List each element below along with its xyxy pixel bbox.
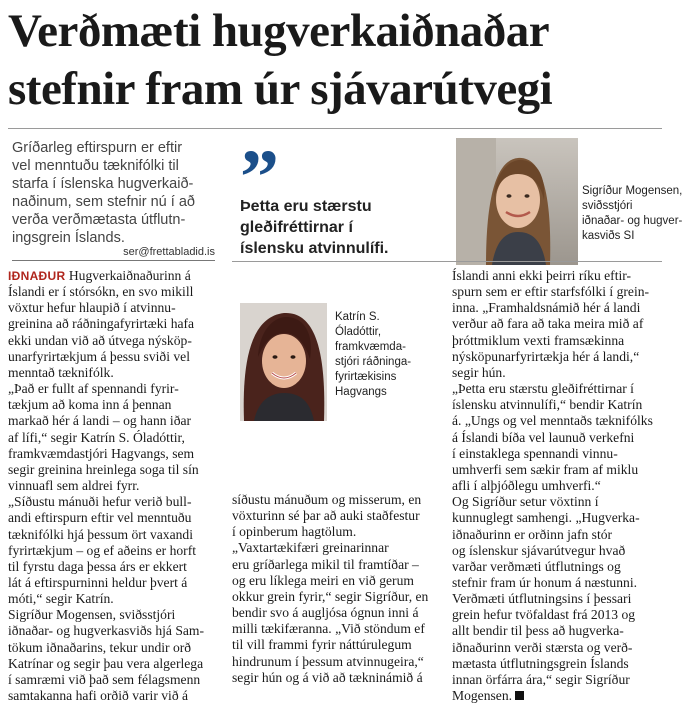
- body-line: iðnaðurinn verði stærsta og verð-: [452, 639, 633, 655]
- body-line: vöxtur hefur hlaupið í atvinnu-: [8, 300, 176, 316]
- body-line: tökum iðnaðarins, tekur undir orð: [8, 639, 192, 655]
- body-line: og eru líklega meiri en við gerum: [232, 572, 414, 588]
- body-line: menntað tæknifólk.: [8, 364, 114, 380]
- body-line: tækjum að koma inn á þennan: [8, 397, 172, 413]
- body-line: hindrunum í þessum atvinnugeira,“: [232, 653, 424, 669]
- body-line: umhverfi sem sækir fram af miklu: [452, 461, 639, 477]
- lead-line: ingsgrein Íslands.: [12, 230, 125, 246]
- column-3: [452, 268, 664, 704]
- pull-quote-line: Þetta eru stærstu: [240, 198, 372, 215]
- column-2: [232, 492, 442, 686]
- caption-line: Sigríður Mogensen,: [582, 185, 682, 197]
- lead-line: starfa í íslenska hugverkaið-: [12, 176, 194, 192]
- body-line: tæknifólki hjá þessum ört vaxandi: [8, 526, 194, 542]
- body-line: „Það er fullt af spennandi fyrir-: [8, 381, 179, 397]
- email-divider: [12, 260, 215, 261]
- body-line: framkvæmdastjóri Hagvangs, sem: [8, 445, 195, 461]
- pull-quote: [240, 196, 440, 259]
- body-line: „Þetta eru stærstu gleðifréttirnar í: [452, 381, 634, 397]
- body-line: okkur grein fyrir,“ segir Sigríður, en: [232, 588, 429, 604]
- caption-line: Óladóttir,: [335, 326, 382, 338]
- column-1: [8, 268, 220, 704]
- body-line: í samræmi við það sem félagsmenn: [8, 671, 201, 687]
- body-line: móti,“ segir Katrín.: [8, 591, 114, 607]
- body-line: „Síðustu mánuði hefur verið bull-: [8, 494, 192, 510]
- body-line: unarfyrirtækjum á þessu sviði vel: [8, 348, 190, 364]
- body-line: íslensku atvinnulífi,“ bendir Katrín: [452, 397, 643, 413]
- body-line: spurn sem er eftir starfsfólki í grein-: [452, 284, 650, 300]
- caption-line: stjóri ráðninga-: [335, 356, 412, 368]
- body-line: greinina að ráðningafyrirtæki hafa: [8, 316, 195, 332]
- body-line: segir hún og á við að tækninámið á: [232, 669, 423, 685]
- sigridur-portrait-icon: [456, 138, 578, 265]
- body-line: Sigríður Mogensen, sviðsstjóri: [8, 607, 176, 623]
- body-line: eru gríðarlega mikil til framtíðar –: [232, 556, 419, 572]
- body-line: verður að fara að taka meira mið af: [452, 316, 644, 332]
- caption-line: Katrín S.: [335, 311, 380, 323]
- pull-quote-line: íslensku atvinnulífi.: [240, 240, 389, 257]
- pull-quote-line: gleðifréttirnar í: [240, 219, 353, 236]
- headline-divider: [8, 128, 662, 129]
- body-line: kunnuglegt samhengi. „Hugverka-: [452, 510, 640, 526]
- section-divider: [232, 261, 662, 262]
- quote-mark-icon: ”: [240, 133, 279, 220]
- body-line: inna. „Framhaldsnámið hér á landi: [452, 300, 641, 316]
- body-line: vinnuafl sem aldrei fyrr.: [8, 478, 140, 494]
- body-line: Verðmæti útflutningsins í þessari: [452, 591, 632, 607]
- body-line: á. „Ungs og vel menntaðs tæknifólks: [452, 413, 653, 429]
- body-line: markað hér á landi – og hann iðar: [8, 413, 192, 429]
- body-line: afli í alþjóðlegu umhverfi.“: [452, 478, 601, 494]
- body-line: mætasta útflutningsgrein Íslands: [452, 655, 629, 671]
- body-line: Íslandi er í stórsókn, en svo mikill: [8, 284, 194, 300]
- lead-paragraph: [12, 139, 222, 247]
- katrin-photo: [240, 303, 327, 421]
- body-line: þróttmiklum vexti framsækinna: [452, 332, 625, 348]
- body-line: fyrirtækjum – og ef aðeins er horft: [8, 542, 196, 558]
- lead-line: verða verðmætasta útflutn-: [12, 212, 186, 228]
- body-line: varðar verðmæti útflutnings og: [452, 558, 621, 574]
- body-line: allt bendir til þess að hugverka-: [452, 623, 624, 639]
- headline: [8, 2, 666, 118]
- lead-line: naðinum, sem stefnir nú í að: [12, 194, 195, 210]
- section-kicker: IÐNAÐUR: [8, 269, 66, 283]
- body-line: samtakanna hafi orðið varir við á: [8, 688, 189, 704]
- body-line: Mogensen.: [452, 688, 664, 704]
- headline-line-1: Verðmæti hugverkaiðnaðar: [8, 5, 550, 57]
- sigridur-photo: [456, 138, 578, 265]
- caption-line: Hagvangs: [335, 386, 387, 398]
- lead-line: vel menntuðu tæknifólki til: [12, 158, 179, 174]
- body-line: milli tækifæranna. „Við stöndum ef: [232, 621, 425, 637]
- body-line: af lífi,“ segir Katrín S. Óladóttir,: [8, 429, 185, 445]
- body-line: andi eftirspurn eftir vel menntuðu: [8, 510, 192, 526]
- caption-line: fyrirtækisins: [335, 371, 397, 383]
- body-line: nýsköpunarfyrirtækja hér á landi,“: [452, 348, 640, 364]
- caption-line: kasviðs SI: [582, 230, 635, 242]
- body-line: bendir svo á augljósa ógnun inni á: [232, 605, 419, 621]
- headline-line-2: stefnir fram úr sjávarútvegi: [8, 63, 553, 115]
- katrin-portrait-icon: [240, 303, 327, 421]
- body-line: segir hún.: [452, 364, 506, 380]
- body-line: IÐNAÐUR Hugverkaiðnaðurinn á: [8, 268, 191, 283]
- body-line: iðnaðar- og hugverkasviðs hjá Sam-: [8, 623, 205, 639]
- body-line: til vill frammi fyrir náttúrulegum: [232, 637, 412, 653]
- body-line: lát á eftirspurninni heldur þvert á: [8, 574, 188, 590]
- body-line: iðnaðurinn er orðinn jafn stór: [452, 526, 613, 542]
- sigridur-caption: [582, 184, 682, 244]
- body-line: segir greinina hreinlega soga til sín: [8, 461, 199, 477]
- body-line: síðustu mánuðum og misserum, en: [232, 492, 422, 507]
- body-line: á Íslandi bíða vel launuð verkefni: [452, 429, 635, 445]
- body-line: Katrínar og segir þau vera algerlega: [8, 655, 204, 671]
- body-line: innan örfárra ára,“ segir Sigríður: [452, 671, 630, 687]
- body-line: í opinberum hagtölum.: [232, 524, 357, 540]
- body-line: grein hefur tvöfaldast frá 2013 og: [452, 607, 636, 623]
- katrin-caption: [335, 310, 435, 400]
- body-line: ekki undan við að útvega nýsköp-: [8, 332, 192, 348]
- caption-line: framkvæmda-: [335, 341, 406, 353]
- caption-line: sviðsstjóri: [582, 200, 633, 212]
- body-line: Og Sigríður setur vöxtinn í: [452, 494, 599, 510]
- author-email[interactable]: ser@frettabladid.is: [123, 246, 215, 258]
- body-line: og íslenskur sjávarútvegur hvað: [452, 542, 626, 558]
- body-line: vöxturinn sé þar að auki staðfestur: [232, 508, 420, 524]
- body-line: í einstaklega spennandi vinnu-: [452, 445, 618, 461]
- body-line: stefnir fram úr honum á næstunni.: [452, 574, 637, 590]
- lead-line: Gríðarleg eftirspurn er eftir: [12, 140, 183, 156]
- caption-line: iðnaðar- og hugver-: [582, 215, 682, 227]
- body-line: til fyrstu daga þessa árs er ekkert: [8, 558, 187, 574]
- end-of-article-icon: [515, 691, 524, 700]
- body-line: „Vaxtartækifæri greinarinnar: [232, 540, 389, 556]
- body-line: Íslandi anni ekki þeirri ríku eftir-: [452, 268, 632, 283]
